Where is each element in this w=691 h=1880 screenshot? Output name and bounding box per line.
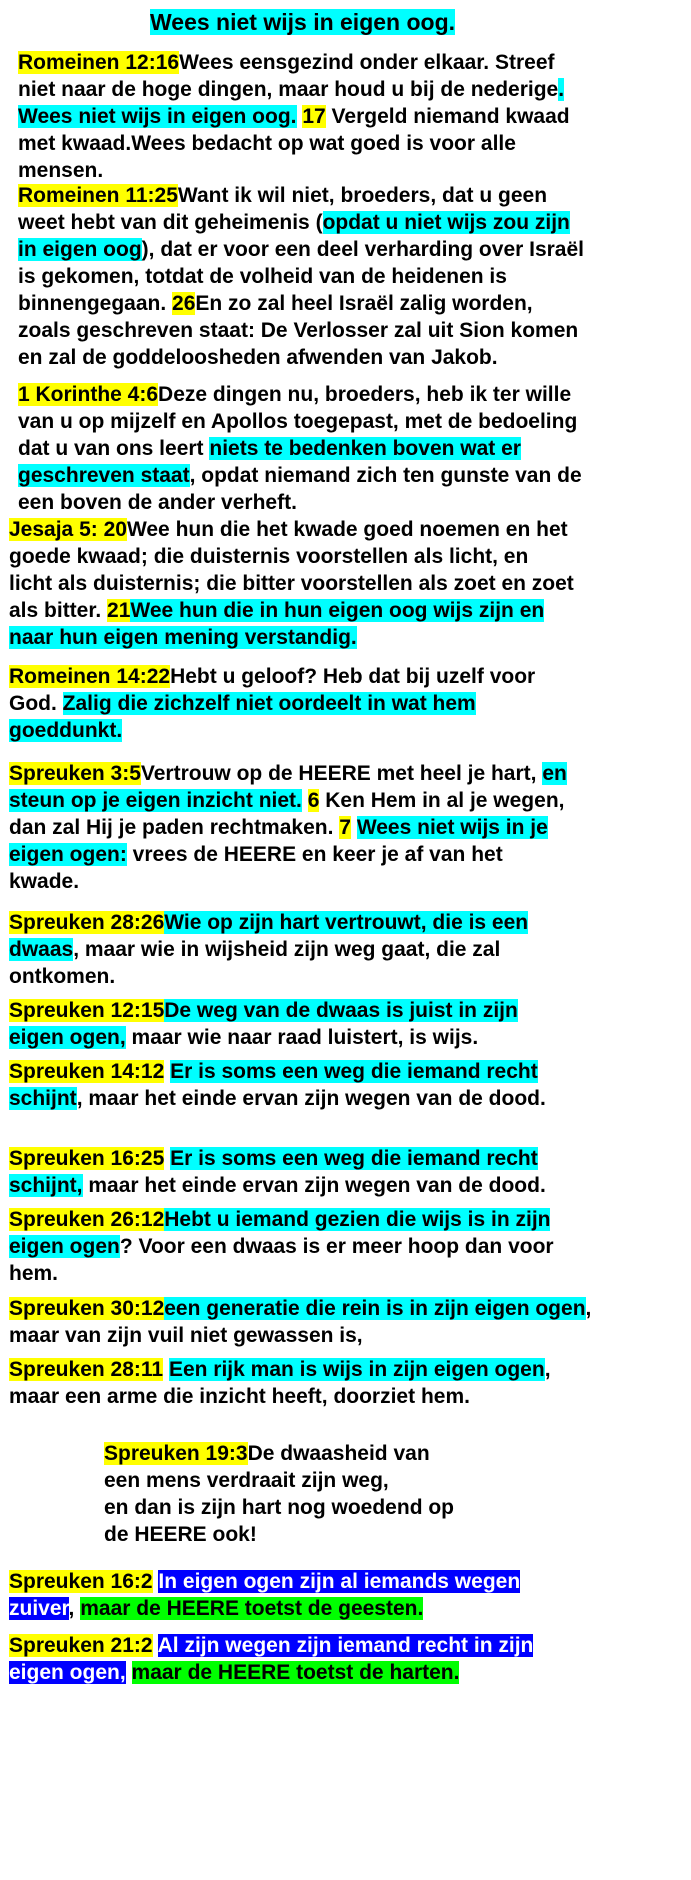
verse-text: God. xyxy=(9,692,63,715)
verse-text: is gekomen, totdat de volheid van de heidenen is xyxy=(18,265,507,288)
verse-text: dat u van ons leert xyxy=(18,437,210,460)
verse-line xyxy=(18,157,570,184)
verse-line xyxy=(18,290,584,317)
verse-block xyxy=(9,1145,546,1199)
verse-block xyxy=(9,997,518,1051)
verse-text: zoals geschreven staat: De Verlosser zal uit Sion komen xyxy=(18,319,579,342)
verse-line xyxy=(9,717,535,744)
verse-text: Deze dingen nu, broeders, heb ik ter wille xyxy=(158,383,572,406)
verse-block xyxy=(9,1568,520,1622)
verse-text: , xyxy=(68,1597,81,1620)
verse-line xyxy=(104,1494,454,1521)
verse-line xyxy=(9,1145,546,1172)
verse-block xyxy=(18,381,582,516)
verse-line xyxy=(9,624,574,651)
highlighted-text: niets te bedenken boven wat er xyxy=(209,437,521,460)
verse-block xyxy=(9,1356,551,1410)
verse-line xyxy=(18,236,584,263)
verse-line xyxy=(9,1260,554,1287)
highlighted-text: Wee hun die in hun eigen oog wijs zijn en xyxy=(130,599,545,622)
verse-reference: 6 xyxy=(307,789,320,812)
verse-line xyxy=(9,1233,554,1260)
verse-line xyxy=(9,1322,591,1349)
verse-line xyxy=(9,936,528,963)
verse-text xyxy=(153,1634,158,1657)
verse-line xyxy=(18,130,570,157)
highlighted-text: Hebt u iemand gezien die wijs is in zijn xyxy=(164,1208,551,1231)
verse-block xyxy=(9,516,574,651)
verse-text: maar het einde ervan zijn wegen van de dood. xyxy=(82,1174,546,1197)
verse-reference: Spreuken 3:5 xyxy=(9,762,141,785)
verse-text: een boven de ander verheft. xyxy=(18,491,297,514)
verse-line xyxy=(18,103,570,130)
verse-text: een mens verdraait zijn weg, xyxy=(104,1469,389,1492)
verse-text: kwade. xyxy=(9,870,80,893)
highlighted-text: Zalig die zichzelf niet oordeelt in wat hem xyxy=(62,692,476,715)
verse-text: ? Voor een dwaas is er meer hoop dan voor xyxy=(119,1235,554,1258)
verse-text: met kwaad.Wees bedacht op wat goed is voor alle xyxy=(18,132,516,155)
verse-line xyxy=(18,182,584,209)
verse-line xyxy=(18,408,582,435)
verse-line xyxy=(9,814,567,841)
highlighted-text: Er is soms een weg die iemand recht xyxy=(170,1060,538,1083)
verse-text: maar een arme die inzicht heeft, doorziet hem. xyxy=(9,1385,470,1408)
verse-reference: Romeinen 11:25 xyxy=(18,184,178,207)
highlighted-text: De weg van de dwaas is juist in zijn xyxy=(164,999,518,1022)
verse-text: De dwaasheid van xyxy=(247,1442,430,1465)
highlighted-text: goeddunkt. xyxy=(9,719,123,742)
blue-highlighted-text: eigen ogen, xyxy=(9,1661,126,1684)
verse-line xyxy=(18,489,582,516)
verse-line xyxy=(9,868,567,895)
highlighted-text: schijnt, xyxy=(9,1174,83,1197)
verse-block xyxy=(18,49,570,184)
verse-reference: Spreuken 16:25 xyxy=(9,1147,165,1170)
verse-line xyxy=(18,263,584,290)
highlighted-text: een generatie die rein is in zijn eigen ogen xyxy=(164,1297,586,1320)
verse-text: , xyxy=(585,1297,592,1320)
highlighted-text: Wees niet wijs in je xyxy=(356,816,548,839)
verse-text: Hebt u geloof? Heb dat bij uzelf voor xyxy=(170,665,536,688)
verse-text: niet naar de hoge dingen, maar houd u bij de nederige xyxy=(18,78,559,101)
verse-line xyxy=(9,570,574,597)
verse-text: als bitter. xyxy=(9,599,108,622)
highlighted-text: Er is soms een weg die iemand recht xyxy=(170,1147,538,1170)
green-highlighted-text: maar de HEERE toetst de geesten. xyxy=(80,1597,424,1620)
verse-text: En zo zal heel Israël zalig worden, xyxy=(195,292,533,315)
blue-highlighted-text: In eigen ogen zijn al iemands wegen xyxy=(158,1570,521,1593)
verse-line xyxy=(18,49,570,76)
verse-text: maar van zijn vuil niet gewassen is, xyxy=(9,1324,363,1347)
verse-line xyxy=(9,1595,520,1622)
verse-block xyxy=(9,663,535,744)
highlighted-text: dwaas xyxy=(9,938,74,961)
verse-block xyxy=(18,182,584,371)
highlighted-text: steun op je eigen inzicht niet. xyxy=(9,789,302,812)
verse-text: , xyxy=(544,1358,551,1381)
verse-reference: 1 Korinthe 4:6 xyxy=(18,383,159,406)
verse-reference: Spreuken 14:12 xyxy=(9,1060,165,1083)
verse-text: Want ik wil niet, broeders, dat u geen xyxy=(177,184,548,207)
highlighted-text: eigen ogen, xyxy=(9,1026,126,1049)
verse-line xyxy=(9,1058,546,1085)
verse-line xyxy=(9,997,518,1024)
verse-text xyxy=(302,789,308,812)
verse-text: , maar het einde ervan zijn wegen van de dood. xyxy=(76,1087,546,1110)
title-text: Wees niet wijs in eigen oog. xyxy=(150,9,456,35)
verse-text: Wees eensgezind onder elkaar. Streef xyxy=(179,51,555,74)
verse-reference: Spreuken 19:3 xyxy=(104,1442,248,1465)
highlighted-text: in eigen oog xyxy=(18,238,142,261)
verse-text: weet hebt van dit geheimenis ( xyxy=(18,211,323,234)
highlighted-text: eigen ogen xyxy=(9,1235,120,1258)
verse-line xyxy=(9,841,567,868)
highlighted-text: naar hun eigen mening verstandig. xyxy=(9,626,357,649)
highlighted-text: geschreven staat xyxy=(18,464,190,487)
verse-reference: Jesaja 5: 20 xyxy=(9,518,127,541)
verse-line xyxy=(18,317,584,344)
verse-text: maar wie naar raad luistert, is wijs. xyxy=(125,1026,479,1049)
verse-text: mensen. xyxy=(18,159,104,182)
verse-line xyxy=(9,787,567,814)
highlighted-text: . xyxy=(558,78,565,101)
verse-reference: Spreuken 16:2 xyxy=(9,1570,153,1593)
verse-block xyxy=(104,1440,454,1548)
verse-reference: Spreuken 30:12 xyxy=(9,1297,165,1320)
verse-text: licht als duisternis; die bitter voorstellen als zoet en zoet xyxy=(9,572,574,595)
verse-line xyxy=(18,381,582,408)
verse-text: de HEERE ook! xyxy=(104,1523,257,1546)
verse-block xyxy=(9,760,567,895)
verse-block xyxy=(9,1632,533,1686)
verse-line xyxy=(9,1659,533,1686)
verse-text: en zal de goddeloosheden afwenden van Jakob. xyxy=(18,346,498,369)
verse-reference: Spreuken 28:26 xyxy=(9,911,165,934)
verse-text: , opdat niemand zich ten gunste van de xyxy=(189,464,582,487)
verse-reference: 26 xyxy=(172,292,196,315)
verse-text: dan zal Hij je paden rechtmaken. xyxy=(9,816,340,839)
verse-reference: 17 xyxy=(302,105,326,128)
verse-line xyxy=(18,462,582,489)
verse-block xyxy=(9,1206,554,1287)
verse-line xyxy=(18,76,570,103)
verse-text: goede kwaad; die duisternis voorstellen als licht, en xyxy=(9,545,529,568)
verse-block xyxy=(9,1295,591,1349)
highlighted-text: Wie op zijn hart vertrouwt, die is een xyxy=(164,911,529,934)
verse-reference: 21 xyxy=(107,599,131,622)
highlighted-text: Een rijk man is wijs in zijn eigen ogen xyxy=(168,1358,545,1381)
verse-text: , maar wie in wijsheid zijn weg gaat, die zal xyxy=(73,938,501,961)
blue-highlighted-text: Al zijn wegen zijn iemand recht in zijn xyxy=(157,1634,534,1657)
verse-text: Vertrouw op de HEERE met heel je hart, xyxy=(140,762,543,785)
verse-line xyxy=(18,344,584,371)
highlighted-text: opdat u niet wijs zou zijn xyxy=(322,211,570,234)
verse-line xyxy=(9,1085,546,1112)
page-title xyxy=(150,8,455,36)
verse-line xyxy=(18,435,582,462)
verse-line xyxy=(9,1024,518,1051)
verse-line xyxy=(9,543,574,570)
blue-highlighted-text: zuiver xyxy=(9,1597,69,1620)
highlighted-text: eigen ogen: xyxy=(9,843,127,866)
verse-reference: Spreuken 28:11 xyxy=(9,1358,164,1381)
verse-line xyxy=(9,516,574,543)
verse-text: binnengegaan. xyxy=(18,292,173,315)
highlighted-text: en xyxy=(542,762,567,785)
verse-text: en dan is zijn hart nog woedend op xyxy=(104,1496,455,1519)
verse-line xyxy=(9,760,567,787)
highlighted-text: Wees niet wijs in eigen oog. xyxy=(18,105,297,128)
verse-line xyxy=(9,1295,591,1322)
verse-block xyxy=(9,1058,546,1112)
highlighted-text: schijnt xyxy=(9,1087,77,1110)
verse-line xyxy=(9,909,528,936)
verse-text: van u op mijzelf en Apollos toegepast, met de bedoeling xyxy=(18,410,578,433)
verse-line xyxy=(104,1521,454,1548)
verse-text: ontkomen. xyxy=(9,965,116,988)
verse-reference: Spreuken 21:2 xyxy=(9,1634,153,1657)
verse-line xyxy=(9,1568,520,1595)
verse-reference: Spreuken 12:15 xyxy=(9,999,165,1022)
verse-line xyxy=(9,963,528,990)
verse-line xyxy=(104,1467,454,1494)
green-highlighted-text: maar de HEERE toetst de harten. xyxy=(131,1661,460,1684)
verse-line xyxy=(104,1440,454,1467)
verse-text xyxy=(351,816,357,839)
verse-block xyxy=(9,909,528,990)
verse-text: Wee hun die het kwade goed noemen en het xyxy=(126,518,568,541)
verse-text: hem. xyxy=(9,1262,59,1285)
verse-text: ), dat er voor een deel verharding over Israël xyxy=(141,238,585,261)
verse-text: vrees de HEERE en keer je af van het xyxy=(126,843,503,866)
verse-text: Vergeld niemand kwaad xyxy=(325,105,570,128)
verse-reference: Spreuken 26:12 xyxy=(9,1208,165,1231)
verse-line xyxy=(9,1206,554,1233)
verse-line xyxy=(9,663,535,690)
verse-reference: Romeinen 12:16 xyxy=(18,51,180,74)
verse-reference: Romeinen 14:22 xyxy=(9,665,171,688)
verse-reference: 7 xyxy=(339,816,351,839)
verse-line xyxy=(9,1383,551,1410)
verse-line xyxy=(9,1632,533,1659)
verse-line xyxy=(9,1356,551,1383)
verse-line xyxy=(18,209,584,236)
verse-text xyxy=(126,1661,132,1684)
verse-line xyxy=(9,1172,546,1199)
verse-line xyxy=(9,690,535,717)
verse-text: Ken Hem in al je wegen, xyxy=(319,789,565,812)
verse-line xyxy=(9,597,574,624)
